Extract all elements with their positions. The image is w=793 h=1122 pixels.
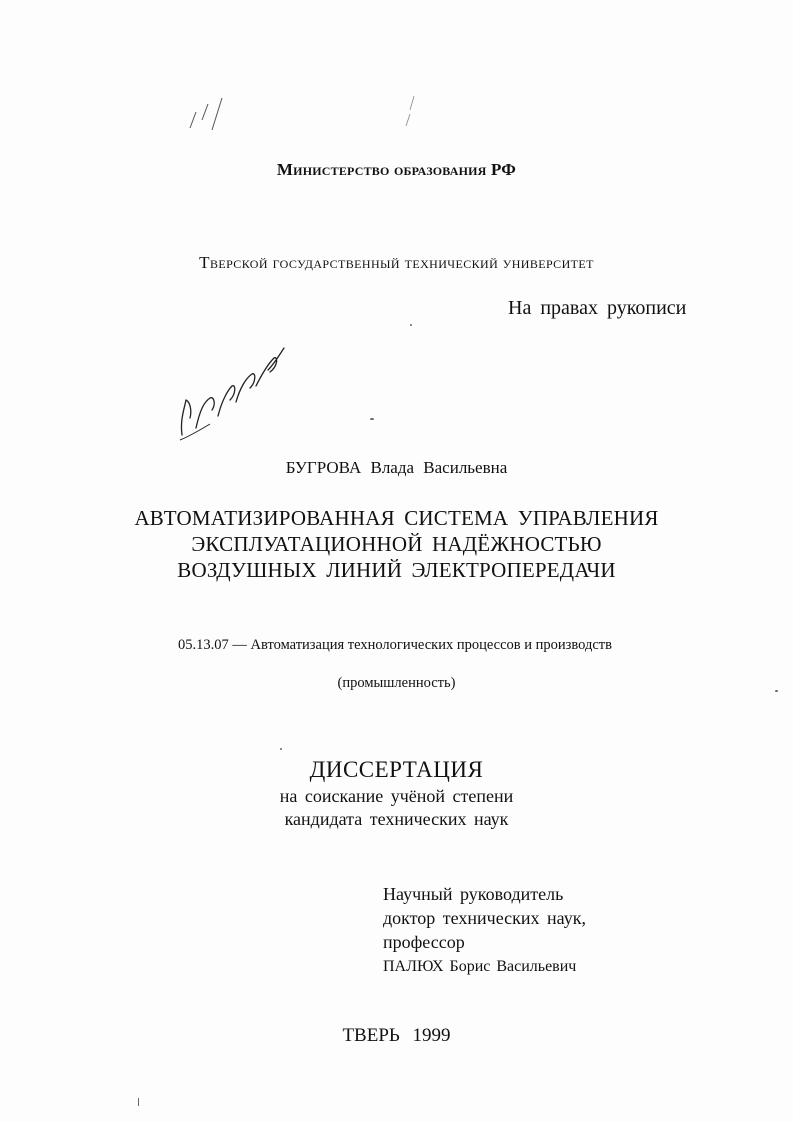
scan-speck [138,1098,139,1106]
thesis-title-line: ЭКСПЛУАТАЦИОННОЙ НАДЁЖНОСТЬЮ [191,532,602,556]
author-name: БУГРОВА Влада Васильевна [285,458,508,477]
manuscript-note: На правах рукописи [508,297,687,319]
thesis-title-line: АВТОМАТИЗИРОВАННАЯ СИСТЕМА УПРАВЛЕНИЯ [134,506,659,530]
university-name: Тверской государственный технический университет [199,253,594,272]
scan-speck [775,690,778,692]
scan-speck [280,748,282,750]
city-year: ТВЕРЬ 1999 [342,1025,451,1046]
thesis-title-line: ВОЗДУШНЫХ ЛИНИЙ ЭЛЕКТРОПЕРЕДАЧИ [177,558,616,582]
pencil-mark-icon [182,90,442,150]
degree-line: кандидата технических наук [284,809,509,829]
degree-line: на соискание учёной степени [279,786,514,806]
supervisor-line: доктор технических наук, [383,908,586,928]
signature-icon [170,340,290,450]
supervisor-line: профессор [383,932,465,952]
ministry-name: Министерство образования РФ [276,160,517,179]
supervisor-name: ПАЛЮХ Борис Васильевич [383,958,577,975]
scan-speck [370,418,374,420]
scan-speck [410,324,412,326]
document-type: ДИССЕРТАЦИЯ [309,757,484,782]
specialty-code: 05.13.07 — Автоматизация технологических процессов и производств [178,637,612,653]
supervisor-line: Научный руководитель [383,884,564,904]
specialty-field: (промышленность) [337,675,456,691]
